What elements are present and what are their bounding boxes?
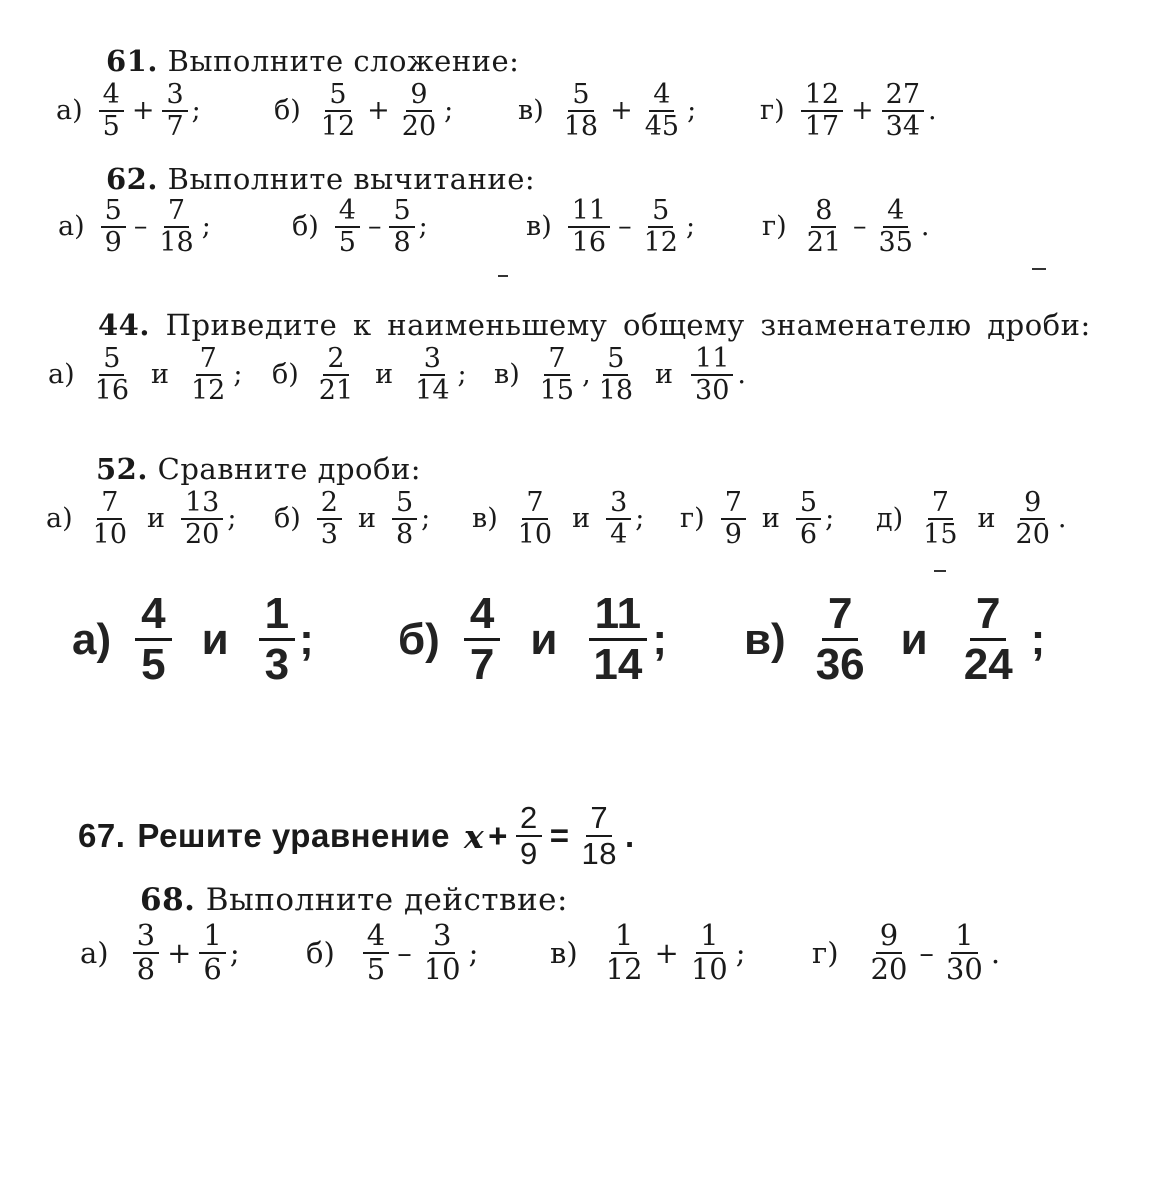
punctuation: . [737,359,746,391]
denominator: 18 [159,226,194,258]
denominator: 36 [815,640,865,690]
numerator: 5 [796,488,821,520]
numerator: 7 [721,488,746,520]
numerator: 11 [589,590,648,641]
punctuation: ; [685,211,696,243]
operator: – [853,211,867,243]
punctuation: ; [299,614,314,664]
equals-sign: = [549,817,570,854]
denominator: 9 [724,518,742,550]
operator: и [151,359,169,391]
operator: и [357,503,376,535]
punctuation: ; [687,95,697,127]
punctuation: ; [229,935,240,970]
numerator: 3 [420,344,445,376]
numerator: 5 [101,196,126,228]
problem-number: 68. [140,882,196,918]
numerator: 13 [181,488,223,520]
operator: – [618,211,632,243]
fraction [640,196,682,257]
item-label: в) [550,935,578,970]
operator: и [147,503,165,535]
item-label: в) [494,359,520,391]
item-label: в) [526,211,552,243]
problem-title: Приведите к наименьшему общему знаменателю дроби: [165,308,1091,342]
item-a [58,196,211,257]
problem-67 [78,796,635,876]
punctuation: . [920,211,930,243]
numerator: 3 [162,80,187,112]
item-b [292,196,428,257]
fraction [411,344,453,405]
denominator: 12 [191,374,226,406]
denominator: 17 [804,110,840,142]
item-label: а) [56,95,83,127]
item-b [272,344,467,405]
problem-title: Сравните дроби: [157,452,422,486]
problem-52-heading [96,452,421,486]
numerator: 1 [611,920,637,954]
operator: + [654,935,679,970]
item-label: а) [58,211,85,243]
fraction [568,196,610,257]
denominator: 7 [166,110,184,142]
item-label: в) [472,503,498,535]
item-label: б) [272,359,299,391]
problem-title: Выполните сложение: [167,44,520,78]
numerator: 5 [325,80,350,112]
fraction [133,920,159,986]
operator: и [201,614,229,664]
denominator: 24 [963,640,1013,690]
item-a [80,920,240,986]
item-d [680,488,834,549]
problem-number: 67. [78,817,126,854]
punctuation: ; [468,935,479,970]
item-c [518,80,696,141]
punctuation: ; [1030,614,1046,664]
numerator: 5 [389,196,414,228]
denominator: 8 [395,518,414,550]
punctuation: ; [233,359,243,391]
operator: и [572,503,591,535]
item-c [472,488,644,549]
fraction [199,920,225,986]
operator: и [977,503,996,535]
item-b [306,920,478,986]
denominator: 35 [878,226,913,258]
punctuation: ; [635,503,645,535]
denominator: 12 [320,110,356,142]
operator: и [761,503,780,535]
numerator: 9 [876,920,902,954]
operator: – [133,211,148,243]
denominator: 16 [571,226,607,258]
punctuation: . [928,95,937,127]
denominator: 8 [136,951,156,986]
fraction [389,196,414,257]
fraction [919,488,961,549]
numerator: 5 [99,344,124,376]
fraction [875,196,917,257]
numerator: 3 [133,920,159,954]
numerator: 4 [335,196,360,228]
punctuation: ; [418,211,428,243]
item-label: в) [744,614,786,664]
punctuation: . [1057,503,1067,535]
numerator: 3 [606,488,631,520]
item-label: б) [398,614,440,664]
denominator: 30 [945,951,983,986]
numerator: 5 [392,488,417,520]
fraction [958,590,1019,690]
item-label: б) [292,211,319,243]
item-label: г) [812,935,839,970]
denominator: 34 [885,110,921,142]
numerator: 9 [1020,488,1045,520]
denominator: 3 [320,518,338,550]
item-label: г) [680,503,705,535]
item-b [274,80,453,141]
numerator: 8 [811,196,836,228]
punctuation: ; [444,95,454,127]
denominator: 12 [605,951,643,986]
punctuation: ; [201,211,211,243]
item-c [550,920,746,986]
fraction [587,590,648,690]
fraction [317,488,342,549]
variable: x [463,816,485,856]
punctuation: ; [735,935,746,970]
denominator: 18 [563,110,599,142]
item-d [760,80,937,141]
punctuation: ; [652,614,667,664]
fraction [392,488,417,549]
fraction [315,344,357,405]
fraction [606,488,631,549]
punctuation: ; [227,503,237,535]
fraction [259,590,295,690]
item-label: д) [876,503,904,535]
punctuation: , [582,359,591,391]
denominator: 6 [203,951,222,986]
problem-62-heading [106,162,535,196]
numerator: 2 [516,801,542,837]
numerator: 1 [696,920,722,954]
fraction [135,590,171,690]
operator: и [530,614,558,664]
numerator: 11 [568,196,610,228]
operator: + [367,95,390,127]
denominator: 20 [185,518,220,550]
fraction [796,488,821,549]
scan-mark [1032,268,1046,270]
fraction [420,920,465,986]
item-label: б) [274,503,301,535]
problem-44-heading [98,308,1091,342]
item-d [762,196,930,257]
operator: – [397,935,412,970]
numerator: 2 [317,488,342,520]
numerator: 3 [429,920,455,954]
fraction [187,344,229,405]
operator: + [488,817,508,854]
punctuation: ; [421,503,431,535]
item-label: г) [760,95,785,127]
denominator: 14 [415,374,450,406]
denominator: 21 [318,374,354,406]
numerator: 7 [928,488,953,520]
item-a [72,590,314,690]
punctuation: . [624,817,635,854]
numerator: 9 [406,80,431,112]
item-label: в) [518,95,544,127]
numerator: 4 [363,920,389,954]
operator: – [919,935,934,970]
item-label: а) [48,359,75,391]
denominator: 20 [870,951,908,986]
fraction [335,196,360,257]
denominator: 18 [598,374,634,406]
numerator: 11 [691,344,733,376]
operator: и [375,359,394,391]
denominator: 18 [581,836,617,871]
denominator: 4 [610,518,628,550]
fraction [99,80,124,141]
item-label: г) [762,211,787,243]
fraction [91,344,133,405]
numerator: 2 [323,344,348,376]
numerator: 5 [603,344,628,376]
numerator: 1 [951,920,977,954]
problem-number: 44. [98,308,150,342]
numerator: 27 [882,80,924,112]
denominator: 3 [264,640,290,690]
item-label: б) [274,95,301,127]
fraction [801,80,843,141]
denominator: 8 [393,226,411,258]
scan-mark [934,570,946,572]
denominator: 10 [517,518,553,550]
denominator: 10 [92,518,127,550]
fraction [577,801,620,871]
problem-number: 62. [106,162,158,196]
item-label: а) [72,614,112,664]
item-a [56,80,201,141]
operator: + [851,95,874,127]
numerator: 4 [135,590,171,641]
numerator: 5 [648,196,673,228]
denominator: 20 [401,110,437,142]
operator: + [167,935,192,970]
fraction [942,920,987,986]
item-d [812,920,1000,986]
denominator: 15 [539,374,575,406]
fraction [867,920,912,986]
numerator: 7 [522,488,547,520]
denominator: 15 [923,518,958,550]
fraction [516,801,542,871]
operator: и [900,614,928,664]
item-a [48,344,242,405]
denominator: 20 [1015,518,1050,550]
problem-title: Решите уравнение [137,817,450,854]
numerator: 12 [801,80,843,112]
denominator: 45 [644,110,680,142]
fraction [162,80,187,141]
numerator: 7 [970,590,1006,641]
item-e [876,488,1066,549]
fraction [810,590,871,690]
numerator: 7 [97,488,122,520]
item-b [398,590,667,690]
fraction [721,488,746,549]
denominator: 12 [643,226,678,258]
denominator: 5 [102,110,120,142]
item-b [274,488,430,549]
item-label: а) [46,503,73,535]
numerator: 5 [568,80,593,112]
punctuation: . [990,935,1001,970]
denominator: 16 [94,374,129,406]
fraction [687,920,732,986]
item-label: б) [306,935,335,970]
denominator: 5 [338,226,356,258]
problem-title: Выполните вычитание: [167,162,536,196]
fraction [363,920,389,986]
problem-68-heading [140,882,568,918]
denominator: 5 [366,951,386,986]
fraction [101,196,126,257]
operator: – [367,211,382,243]
fraction [317,80,359,141]
operator: и [655,359,674,391]
numerator: 7 [196,344,221,376]
denominator: 6 [799,518,818,550]
fraction [803,196,845,257]
denominator: 21 [806,226,842,258]
problem-61-heading [106,44,519,78]
fraction [641,80,683,141]
fraction [155,196,197,257]
fraction [691,344,733,405]
operator: + [610,95,633,127]
denominator: 7 [469,640,495,690]
numerator: 4 [883,196,908,228]
denominator: 30 [695,374,730,406]
fraction [602,920,647,986]
item-c [526,196,695,257]
numerator: 7 [544,344,569,376]
denominator: 10 [423,951,461,986]
fraction [514,488,556,549]
punctuation: ; [457,359,467,391]
fraction [560,80,602,141]
fraction [595,344,637,405]
numerator: 1 [259,590,295,641]
operator: + [131,95,155,127]
fraction [882,80,924,141]
fraction [536,344,578,405]
fraction [1012,488,1054,549]
item-label: а) [80,935,109,970]
fraction [181,488,223,549]
numerator: 4 [99,80,124,112]
denominator: 9 [104,226,122,258]
item-c [494,344,746,405]
numerator: 4 [464,590,500,641]
fraction [398,80,440,141]
denominator: 5 [141,640,166,690]
numerator: 7 [822,590,858,641]
problem-title: Выполните действие: [205,882,568,918]
denominator: 10 [690,951,728,986]
problem-number: 52. [96,452,148,486]
scan-mark [498,275,508,277]
punctuation: ; [825,503,835,535]
denominator: 14 [593,640,643,690]
item-c [744,590,1045,690]
numerator: 1 [199,920,225,954]
fraction [464,590,500,690]
numerator: 7 [164,196,189,228]
fraction [89,488,131,549]
numerator: 4 [649,80,674,112]
problem-number: 61. [106,44,158,78]
numerator: 7 [586,801,612,837]
punctuation: ; [191,95,201,127]
denominator: 9 [519,836,538,871]
item-a [46,488,236,549]
